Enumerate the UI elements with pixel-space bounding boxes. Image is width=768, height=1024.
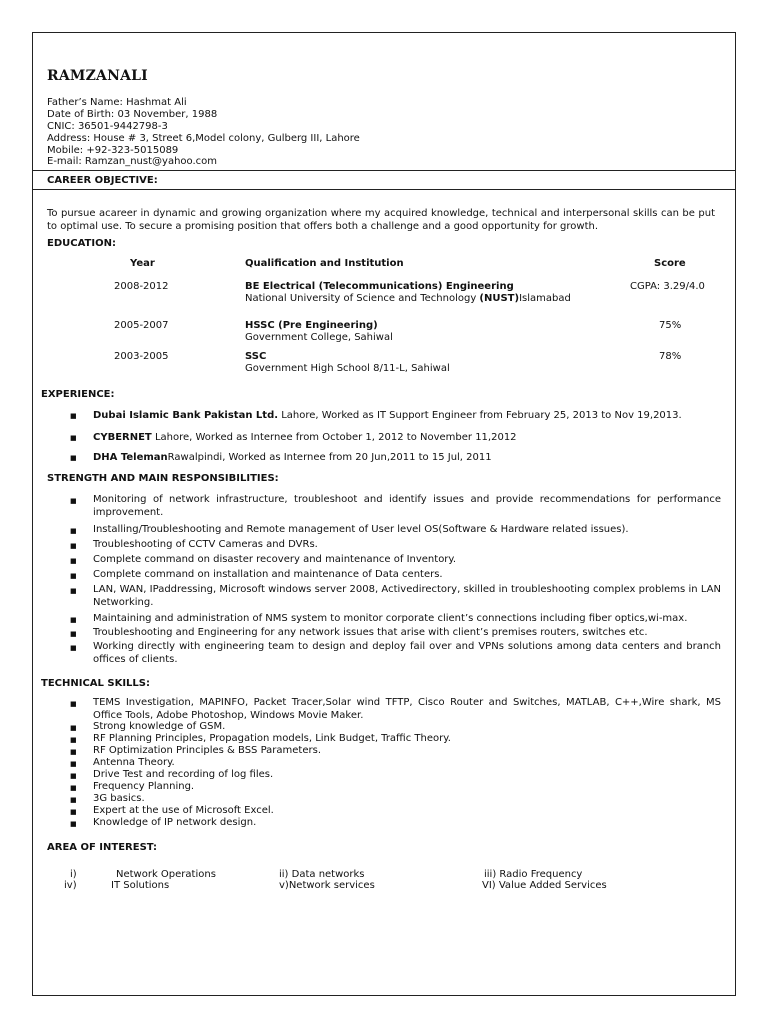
technical-skill-item: Strong knowledge of GSM.	[93, 721, 226, 732]
bullet-icon: ■	[70, 820, 77, 828]
experience-item	[93, 432, 517, 443]
bullet-icon: ■	[70, 700, 77, 708]
education-score: CGPA: 3.29/4.0	[630, 281, 705, 292]
strength-item: Troubleshooting of CCTV Cameras and DVRs.	[93, 539, 318, 550]
education-col-qualification: Qualification and Institution	[245, 258, 404, 269]
strength-item: Complete command on disaster recovery and maintenance of Inventory.	[93, 554, 457, 565]
bullet-icon: ■	[70, 630, 77, 638]
education-degree: SSC	[245, 351, 267, 362]
fathers-name: Father’s Name: Hashmat Ali	[47, 97, 187, 108]
education-degree: BE Electrical (Telecommunications) Engineering	[245, 281, 514, 292]
bullet-icon: ■	[70, 772, 77, 780]
header-divider-bottom	[32, 189, 736, 190]
interest-item: Network Operations	[116, 869, 216, 880]
date-of-birth: Date of Birth: 03 November, 1988	[47, 109, 218, 120]
strengths-heading: STRENGTH AND MAIN RESPONSIBILITIES:	[47, 473, 279, 484]
bullet-icon: ■	[70, 587, 77, 595]
institution-city: Islamabad	[519, 293, 571, 304]
technical-skill-item: Frequency Planning.	[93, 781, 195, 792]
education-col-score: Score	[654, 258, 686, 269]
bullet-icon: ■	[70, 527, 77, 535]
institution-name: National University of Science and Technology	[245, 293, 480, 304]
strength-item: Working directly with engineering team to design and deploy fail over and VPNs solutions among data centers and branch offices of clients.	[93, 641, 721, 665]
experience-detail: Lahore, Worked as Internee from October 1, 2012 to November 11,2012	[151, 432, 517, 443]
bullet-icon: ■	[70, 434, 77, 442]
institution-abbrev: (NUST)	[479, 293, 520, 304]
candidate-name: RAMZANALI	[47, 68, 148, 84]
career-objective-heading: CAREER OBJECTIVE:	[47, 175, 158, 186]
cnic: CNIC: 36501-9442798-3	[47, 121, 168, 132]
education-score: 78%	[659, 351, 682, 362]
technical-skill-item: Knowledge of IP network design.	[93, 817, 257, 828]
experience-detail: Lahore, Worked as IT Support Engineer from February 25, 2013 to Nov 19,2013.	[278, 410, 682, 421]
education-institution: Government High School 8/11-L, Sahiwal	[245, 363, 450, 374]
education-heading: EDUCATION:	[47, 238, 116, 249]
mobile: Mobile: +92-323-5015089	[47, 145, 179, 156]
strength-item: Installing/Troubleshooting and Remote management of User level OS(Software & Hardware related issues).	[93, 524, 629, 535]
technical-skill-item: Antenna Theory.	[93, 757, 175, 768]
bullet-icon: ■	[70, 796, 77, 804]
technical-skill-item: TEMS Investigation, MAPINFO, Packet Tracer,Solar wind TFTP, Cisco Router and Switches, MATLAB, C++,Wire shark, MS Office Tools, Adobe Photoshop, Windows Movie Maker.	[93, 697, 721, 721]
experience-detail: Rawalpindi, Worked as Internee from 20 Jun,2011 to 15 Jul, 2011	[167, 452, 492, 463]
bullet-icon: ■	[70, 412, 77, 420]
technical-skill-item: Drive Test and recording of log files.	[93, 769, 274, 780]
education-year: 2003-2005	[114, 351, 169, 362]
header-divider-top	[32, 170, 736, 171]
education-year: 2005-2007	[114, 320, 169, 331]
bullet-icon: ■	[70, 784, 77, 792]
interest-item: VI) Value Added Services	[482, 880, 607, 891]
address: Address: House # 3, Street 6,Model colony, Gulberg III, Lahore	[47, 133, 360, 144]
strength-item: Monitoring of network infrastructure, troubleshoot and identify issues and provide recommendations for performance improvement.	[93, 494, 721, 518]
education-degree: HSSC (Pre Engineering)	[245, 320, 378, 331]
bullet-icon: ■	[70, 808, 77, 816]
bullet-icon: ■	[70, 760, 77, 768]
interest-number: iv)	[64, 880, 77, 891]
education-institution: Government College, Sahiwal	[245, 332, 393, 343]
education-year: 2008-2012	[114, 281, 169, 292]
area-of-interest-heading: AREA OF INTEREST:	[47, 842, 158, 853]
technical-skill-item: RF Planning Principles, Propagation models, Link Budget, Traffic Theory.	[93, 733, 451, 744]
bullet-icon: ■	[70, 724, 77, 732]
bullet-icon: ■	[70, 557, 77, 565]
strength-item: LAN, WAN, IPaddressing, Microsoft windows server 2008, Activedirectory, skilled in troubleshooting complex problems in LAN Networking.	[93, 584, 721, 608]
technical-skill-item: RF Optimization Principles & BSS Parameters.	[93, 745, 322, 756]
career-objective-text: To pursue acareer in dynamic and growing organization where my acquired knowledge, technical and interpersonal skills can be put to optimal use. To secure a promising position that offers both a challenge and a good opportunity for growth.	[47, 208, 715, 232]
strength-item: Maintaining and administration of NMS system to monitor corporate client’s connections including fiber optics,wi-max.	[93, 613, 688, 624]
technical-skill-item: 3G basics.	[93, 793, 145, 804]
experience-item	[93, 410, 682, 421]
interest-item: v)Network services	[279, 880, 375, 891]
interest-item: ii) Data networks	[279, 869, 365, 880]
bullet-icon: ■	[70, 736, 77, 744]
bullet-icon: ■	[70, 644, 77, 652]
technical-skill-item: Expert at the use of Microsoft Excel.	[93, 805, 274, 816]
education-institution	[245, 293, 571, 304]
bullet-icon: ■	[70, 748, 77, 756]
education-col-year: Year	[130, 258, 155, 269]
interest-item: iii) Radio Frequency	[484, 869, 583, 880]
experience-org: DHA Teleman	[93, 452, 168, 463]
technical-skills-heading: TECHNICAL SKILLS:	[41, 678, 150, 689]
education-score: 75%	[659, 320, 682, 331]
experience-item	[93, 452, 492, 463]
strength-item: Complete command on installation and maintenance of Data centers.	[93, 569, 443, 580]
strength-item: Troubleshooting and Engineering for any network issues that arise with client’s premises routers, switches etc.	[93, 627, 648, 638]
bullet-icon: ■	[70, 454, 77, 462]
email: E-mail: Ramzan_nust@yahoo.com	[47, 156, 217, 167]
interest-number: i)	[70, 869, 77, 880]
bullet-icon: ■	[70, 542, 77, 550]
bullet-icon: ■	[70, 497, 77, 505]
experience-org: CYBERNET	[93, 432, 152, 443]
interest-item: IT Solutions	[111, 880, 170, 891]
experience-heading: EXPERIENCE:	[41, 389, 115, 400]
experience-org: Dubai Islamic Bank Pakistan Ltd.	[93, 410, 279, 421]
bullet-icon: ■	[70, 572, 77, 580]
bullet-icon: ■	[70, 616, 77, 624]
